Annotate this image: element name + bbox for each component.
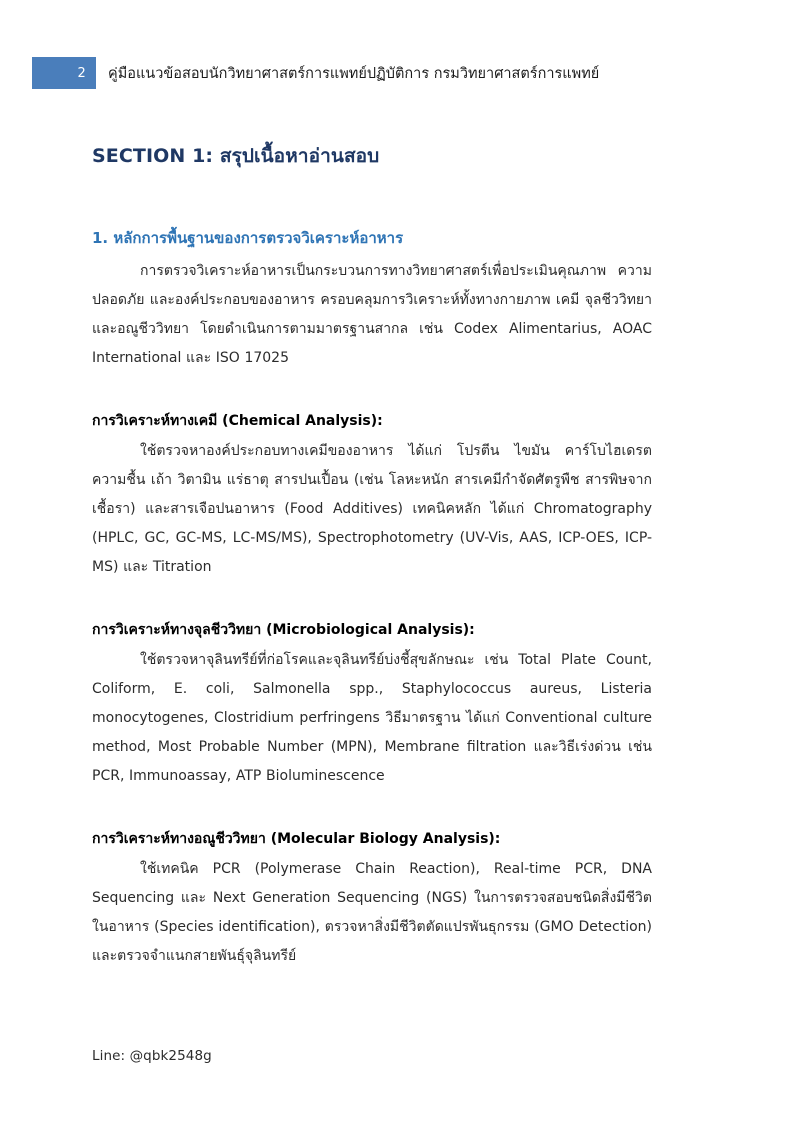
subsection-heading-microbiological-analysis: การวิเคราะห์ทางจุลชีววิทยา (Microbiological Analysis): [92, 621, 475, 638]
subsection-body-molecular-biology-analysis: ใช้เทคนิค PCR (Polymerase Chain Reaction), Real-time PCR, DNA Sequencing และ Next Generation Sequencing (NGS) ในการตรวจสอบชนิดสิ่งมีชีวิตในอาหาร (Species identification), ตรวจหาสิ่งมีชีวิตตัดแปรพันธุกรรม (GMO Detection) และตรวจจำแนกสายพันธุ์จุลินทรีย์ [92, 861, 652, 964]
subsection-body-microbiological-analysis: ใช้ตรวจหาจุลินทรีย์ที่ก่อโรคและจุลินทรีย์บ่งชี้สุขลักษณะ เช่น Total Plate Count, Coliform, E. coli, Salmonella spp., Staphylococcus aureus, Listeria monocytogenes, Clostridium perfringens วิธีมาตรฐาน ได้แก่ Conventional culture method, Most Probable Number (MPN), Membrane filtration และวิธีเร่งด่วน เช่น PCR, Immunoassay, ATP Bioluminescence [92, 651, 652, 784]
subsection-heading-molecular-biology-analysis: การวิเคราะห์ทางอณูชีววิทยา (Molecular Biology Analysis): [92, 830, 501, 847]
subsection-body-chemical-analysis: ใช้ตรวจหาองค์ประกอบทางเคมีของอาหาร ได้แก่ โปรตีน ไขมัน คาร์โบไฮเดรต ความชื้น เถ้า วิตามิน แร่ธาตุ สารปนเปื้อน (เช่น โลหะหนัก สารเคมีกำจัดศัตรูพืช สารพิษจากเชื้อรา) และสารเจือปนอาหาร (Food Additives) เทคนิคหลัก ได้แก่ Chromatography (HPLC, GC, GC-MS, LC-MS/MS), Spectrophotometry (UV-Vis, AAS, ICP-OES, ICP-MS) และ Titration [92, 442, 652, 575]
footer-contact: Line: @qbk2548g [92, 1048, 212, 1064]
subsection-heading-chemical-analysis: การวิเคราะห์ทางเคมี (Chemical Analysis): [92, 412, 383, 429]
page-header [0, 57, 794, 89]
topic-title: 1. หลักการพื้นฐานของการตรวจวิเคราะห์อาหาร [92, 228, 404, 247]
header-title: คู่มือแนวข้อสอบนักวิทยาศาสตร์การแพทย์ปฏิบัติการ กรมวิทยาศาสตร์การแพทย์ [108, 65, 600, 82]
section-title: SECTION 1: สรุปเนื้อหาอ่านสอบ [92, 145, 380, 167]
document-body [92, 136, 652, 971]
page-number-badge: 2 [32, 57, 96, 89]
intro-paragraph: การตรวจวิเคราะห์อาหารเป็นกระบวนการทางวิทยาศาสตร์เพื่อประเมินคุณภาพ ความปลอดภัย และองค์ประกอบของอาหาร ครอบคลุมการวิเคราะห์ทั้งทางกายภาพ เคมี จุลชีววิทยา และอณูชีววิทยา โดยดำเนินการตามมาตรฐานสากล เช่น Codex Alimentarius, AOAC International และ ISO 17025 [92, 262, 652, 366]
